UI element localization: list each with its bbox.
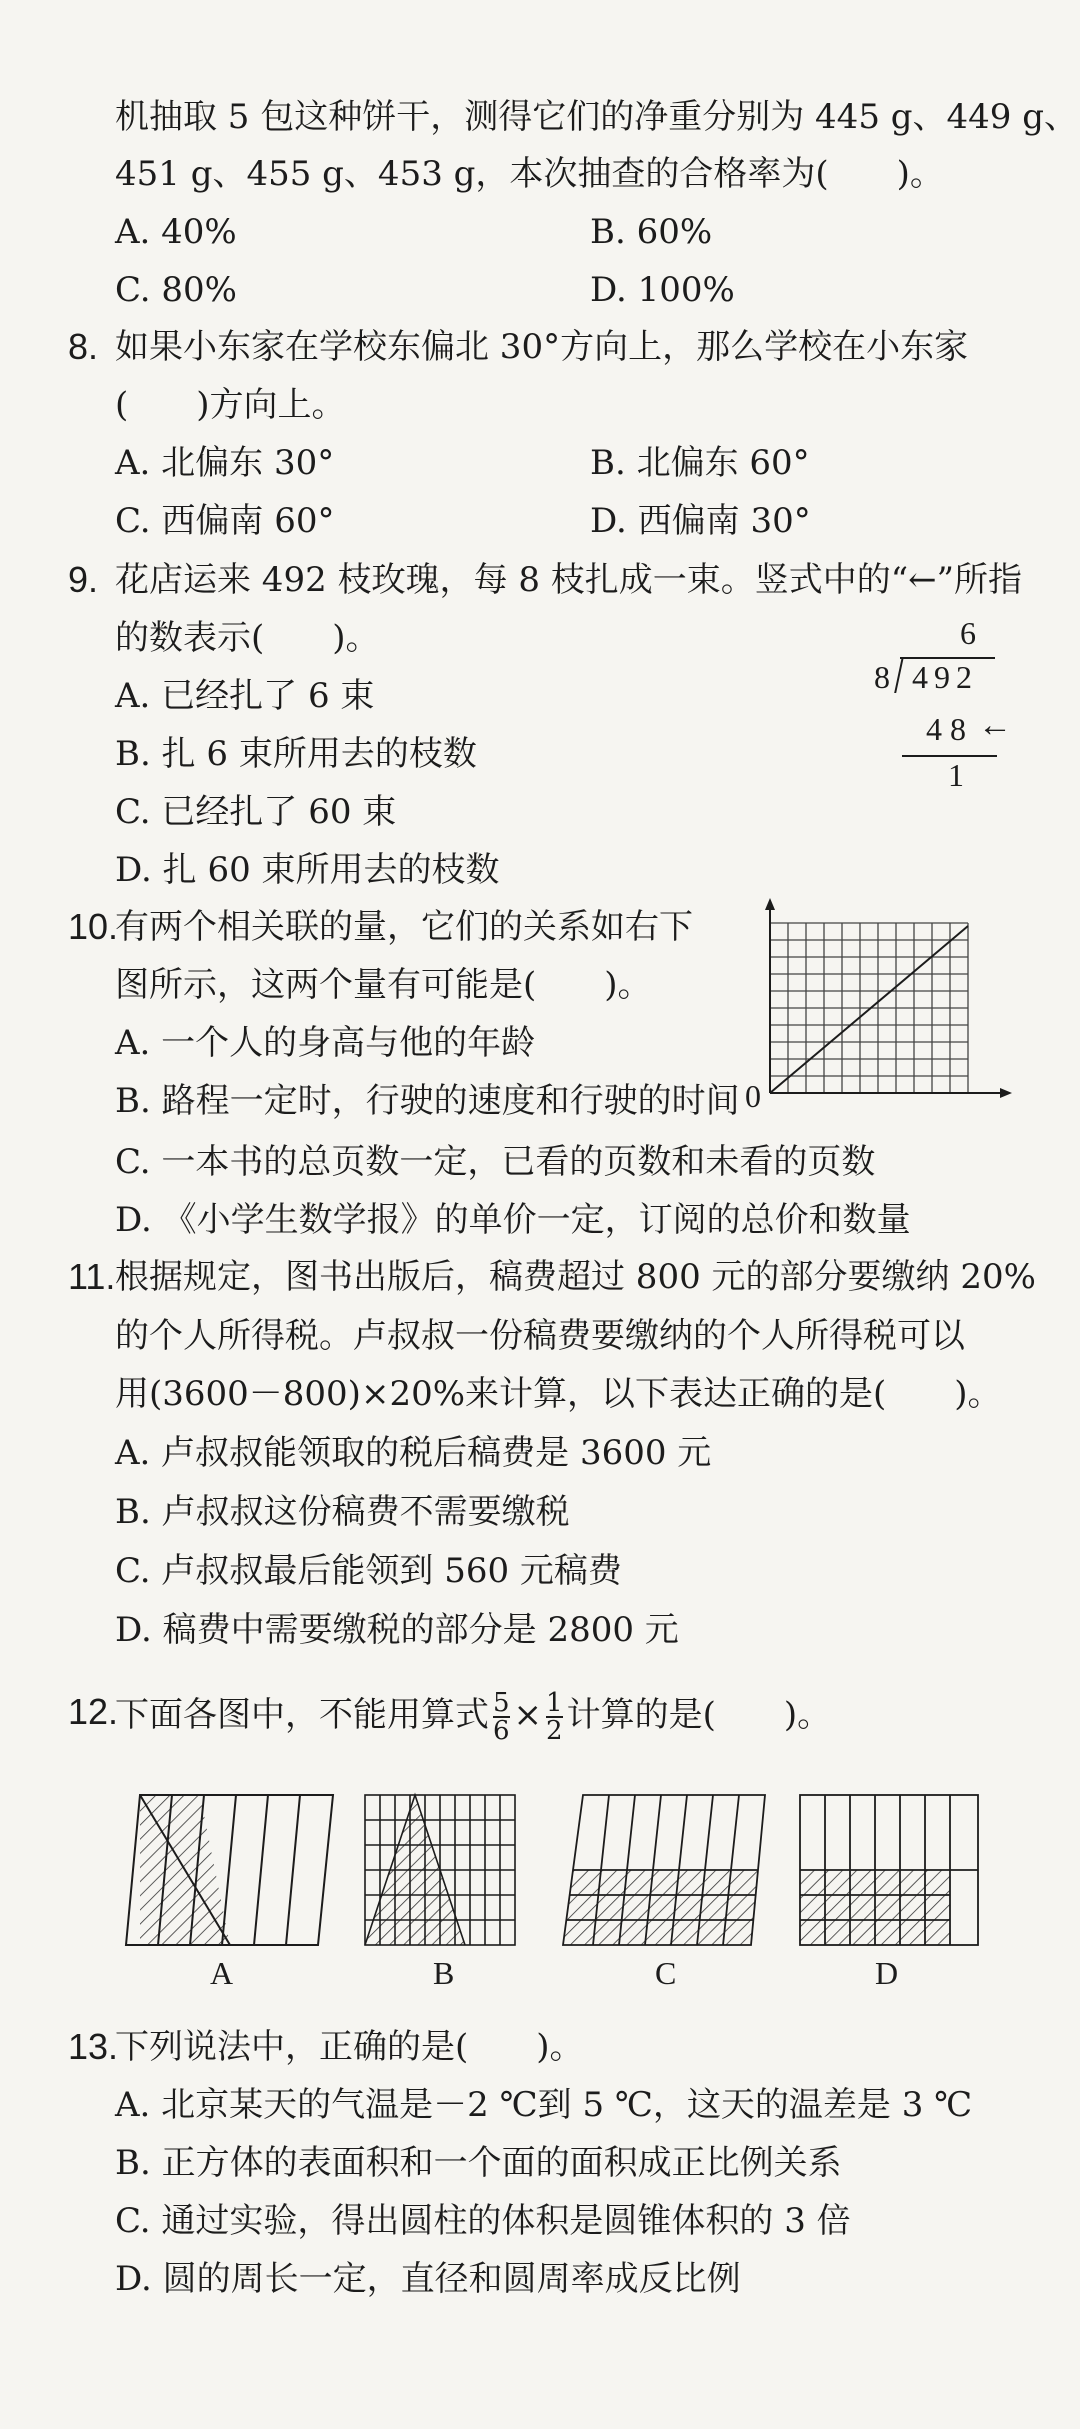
division-remainder: 1 (948, 757, 964, 793)
q8-number: 8. (68, 326, 99, 367)
q12-text-after: 计算的是( )。 (566, 1695, 832, 1735)
q9-line1: 花店运来 492 枝玫瑰，每 8 枝扎成一束。竖式中的“←”所指 (115, 560, 1023, 600)
q11-option-c[interactable]: C. 卢叔叔最后能领到 560 元稿费 (115, 1551, 622, 1591)
division-product: 48 (926, 711, 974, 747)
q10-line1: 有两个相关联的量，它们的关系如右下 (115, 907, 693, 947)
q10-option-c[interactable]: C. 一本书的总页数一定，已看的页数和未看的页数 (115, 1142, 876, 1182)
q11-option-a[interactable]: A. 卢叔叔能领取的税后稿费是 3600 元 (115, 1433, 712, 1473)
q11-option-b[interactable]: B. 卢叔叔这份稿费不需要缴税 (115, 1492, 570, 1532)
q10-option-b[interactable]: B. 路程一定时，行驶的速度和行驶的时间 (115, 1081, 740, 1121)
q9-number: 9. (68, 559, 99, 600)
q7-line2: 451 g、455 g、453 g，本次抽查的合格率为( )。 (115, 154, 944, 194)
graph-origin-label: 0 (745, 1078, 761, 1114)
q8-option-b[interactable]: B. 北偏东 60° (590, 443, 810, 483)
q11-line1: 根据规定，图书出版后，稿费超过 800 元的部分要缴纳 20% (115, 1257, 1036, 1297)
x-axis-arrow-icon (1000, 1088, 1012, 1098)
q9-option-d[interactable]: D. 扎 60 束所用去的枝数 (115, 850, 500, 890)
figure-a-label: A (210, 1955, 234, 1991)
q9-option-b[interactable]: B. 扎 6 束所用去的枝数 (115, 734, 477, 774)
q13-line1: 下列说法中，正确的是( )。 (115, 2027, 584, 2067)
q12-text-before: 下面各图中，不能用算式 (115, 1695, 489, 1735)
q9-option-a[interactable]: A. 已经扎了 6 束 (115, 676, 375, 716)
fraction-one-half (546, 1690, 563, 1744)
figure-a[interactable] (118, 1790, 338, 1960)
q13-option-d[interactable]: D. 圆的周长一定，直径和圆周率成反比例 (115, 2259, 741, 2299)
q8-option-a[interactable]: A. 北偏东 30° (115, 443, 335, 483)
fraction-numerator: 1 (546, 1688, 563, 1718)
figure-b-label: B (433, 1955, 455, 1991)
division-bracket-side (894, 657, 904, 693)
q11-line2: 的个人所得税。卢叔叔一份稿费要缴纳的个人所得税可以 (115, 1316, 965, 1356)
q8-option-d[interactable]: D. 西偏南 30° (590, 501, 811, 541)
q8-line1: 如果小东家在学校东偏北 30°方向上，那么学校在小东家 (115, 327, 969, 367)
figure-c-shaded-area (563, 1870, 758, 1945)
q13-option-a[interactable]: A. 北京某天的气温是－2 ℃到 5 ℃，这天的温差是 3 ℃ (115, 2085, 973, 2125)
q10-line2: 图所示，这两个量有可能是( )。 (115, 965, 652, 1005)
q9-line2: 的数表示( )。 (115, 618, 380, 658)
division-arrow: ← (978, 707, 1012, 744)
q8-line2: ( )方向上。 (115, 385, 346, 425)
long-division-figure (860, 615, 1020, 795)
q10-option-d[interactable]: D. 《小学生数学报》的单价一定，订阅的总价和数量 (115, 1200, 911, 1240)
figure-c[interactable] (555, 1790, 765, 1960)
q7-option-b[interactable]: B. 60% (590, 212, 713, 252)
q8-option-c[interactable]: C. 西偏南 60° (115, 501, 335, 541)
fraction-five-sixths (493, 1690, 510, 1744)
fraction-denominator: 2 (546, 1716, 563, 1746)
q13-option-b[interactable]: B. 正方体的表面积和一个面的面积成正比例关系 (115, 2143, 842, 2183)
figure-c-label: C (655, 1955, 677, 1991)
division-quotient: 6 (960, 615, 976, 651)
q7-line1: 机抽取 5 包这种饼干，测得它们的净重分别为 445 g、449 g、 (115, 97, 1078, 137)
fraction-denominator: 6 (493, 1716, 510, 1746)
figure-d[interactable] (795, 1790, 985, 1960)
q10-option-a[interactable]: A. 一个人的身高与他的年龄 (115, 1023, 536, 1063)
times-sign: × (513, 1695, 543, 1735)
q13-option-c[interactable]: C. 通过实验，得出圆柱的体积是圆锥体积的 3 倍 (115, 2201, 851, 2241)
q7-option-a[interactable]: A. 40% (115, 212, 237, 252)
q12-number: 12. (68, 1691, 119, 1732)
q11-line3: 用(3600－800)×20%来计算，以下表达正确的是( )。 (115, 1374, 1002, 1414)
division-dividend: 492 (912, 659, 978, 695)
proportion-graph (760, 898, 1020, 1108)
q13-number: 13. (68, 2026, 119, 2067)
q12-stem (115, 1690, 831, 1744)
y-axis-arrow-icon (765, 898, 775, 910)
q10-number: 10. (68, 906, 119, 947)
q9-option-c[interactable]: C. 已经扎了 60 束 (115, 792, 397, 832)
graph-proportion-line (770, 926, 968, 1093)
q7-option-d[interactable]: D. 100% (590, 270, 735, 310)
fraction-numerator: 5 (493, 1688, 510, 1718)
figure-b[interactable] (360, 1790, 530, 1960)
q11-option-d[interactable]: D. 稿费中需要缴税的部分是 2800 元 (115, 1610, 679, 1650)
division-divisor: 8 (874, 659, 890, 695)
q7-option-c[interactable]: C. 80% (115, 270, 237, 310)
q11-number: 11. (68, 1256, 116, 1297)
figure-d-label: D (875, 1955, 899, 1991)
